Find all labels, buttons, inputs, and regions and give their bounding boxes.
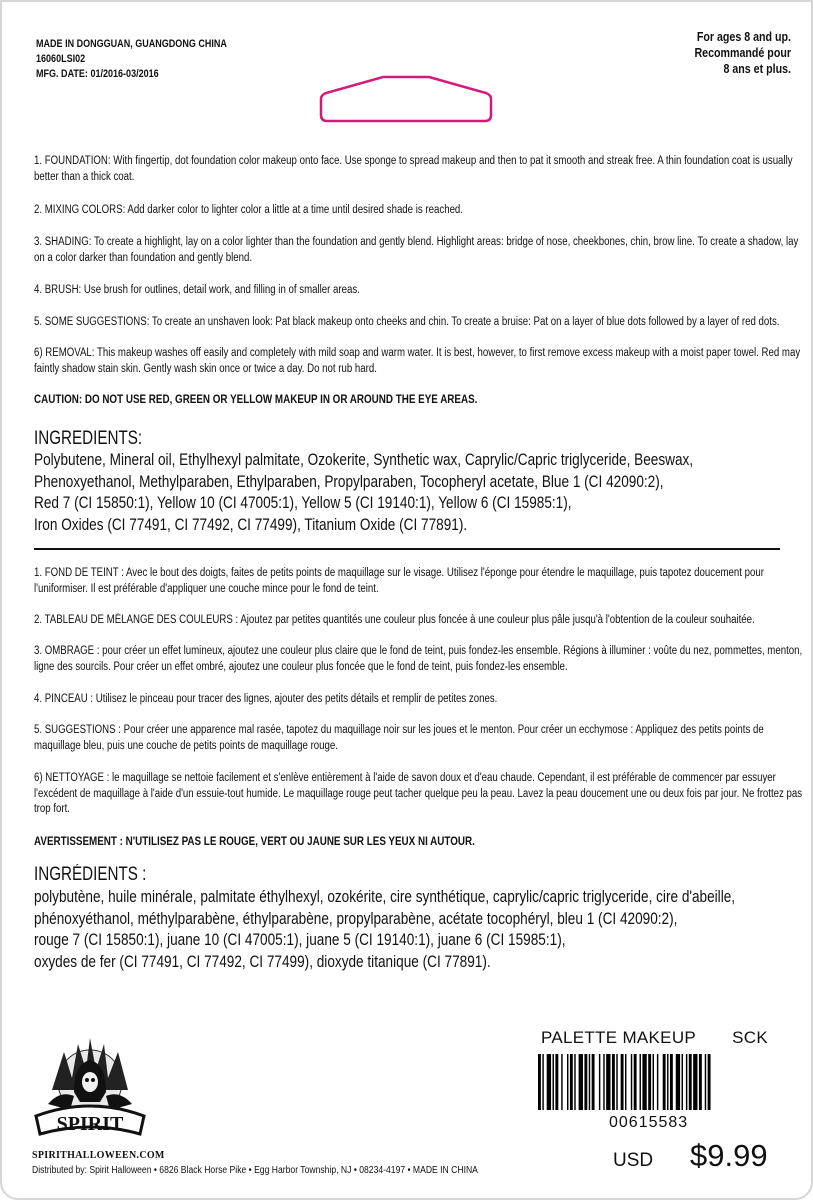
barcode-bar xyxy=(574,1054,575,1110)
price: $9.99 xyxy=(690,1138,768,1173)
suggestions-instruction: 5. SOME SUGGESTIONS: To create an unshaven look: Pat black makeup onto cheeks and chin. To create a bruise: Pat on a layer of blue dots followed by a layer of red dots. xyxy=(34,316,780,328)
ombrage-instruction: 3. OMBRAGE : pour créer un effet lumineux, ajoutez une couleur plus claire que le fond de teint, puis fondez-les ensemble. Régions à illuminer : voûte du nez, pommettes, menton, ligne des sourcils. Pour créer un effet ombré, ajoutez une couleur plus foncée que le fond de teint, puis fondez-les ensemble. xyxy=(34,645,803,673)
barcode-bar xyxy=(547,1054,551,1110)
barcode-bar xyxy=(708,1054,711,1110)
barcode-bar xyxy=(648,1054,651,1110)
foundation-instruction: 1. FOUNDATION: With fingertip, dot foundation color makeup onto face. Use sponge to spread makeup and then to pat it smooth and streak free. A thin foundation coat is usually better than a thick coat. xyxy=(34,155,793,183)
barcode-bar xyxy=(538,1054,541,1110)
barcode-bar xyxy=(606,1054,610,1110)
barcode-bar xyxy=(603,1054,604,1110)
barcode-bar xyxy=(612,1054,615,1110)
distributor-info: Distributed by: Spirit Halloween • 6826 Black Horse Pike • Egg Harbor Township, NJ • 08234-4197 • MADE IN CHINA xyxy=(32,1165,478,1176)
barcode-bar xyxy=(579,1054,583,1110)
currency-label: USD xyxy=(613,1150,654,1171)
removal-instruction: 6) REMOVAL: This makeup washes off easily and completely with mild soap and warm water. It is best, however, to first remove excess makeup with a moist paper towel. Red may faintly shadow stain skin. Gently wash skin once or twice a day. Do not rub hard. xyxy=(34,347,801,375)
age-line-fr-1: Recommandé pour xyxy=(694,45,791,60)
melange-instruction: 2. TABLEAU DE MÉLANGE DES COULEURS : Ajoutez par petites quantités une couleur plus foncée à une couleur plus pâle jusqu'à l'obtention de la couleur souhaitée. xyxy=(34,614,755,626)
age-line-en: For ages 8 and up. xyxy=(696,29,791,44)
barcode-bar xyxy=(676,1054,680,1110)
brush-instruction: 4. BRUSH: Use brush for outlines, detail work, and filling in of smaller areas. xyxy=(34,284,360,296)
avertissement-warning: AVERTISSEMENT : N'UTILISEZ PAS LE ROUGE, VERT OU JAUNE SUR LES YEUX NI AUTOUR. xyxy=(34,834,475,848)
hang-hole xyxy=(317,75,495,123)
ingredients-line: Phenoxyethanol, Methylparaben, Ethylparaben, Propylparaben, Tocopheryl acetate, Blue 1 (CI 42090:2), xyxy=(34,471,664,491)
barcode-bar xyxy=(592,1054,595,1110)
ingredients-line: Red 7 (CI 15850:1), Yellow 10 (CI 47005:1), Yellow 5 (CI 19140:1), Yellow 6 (CI 15985:1), xyxy=(34,493,572,512)
ingredients-line: Polybutene, Mineral oil, Ethylhexyl palmitate, Ozokerite, Synthetic wax, Caprylic/Capric triglyceride, Beeswax, xyxy=(34,450,694,469)
website-url: SPIRITHALLOWEEN.COM xyxy=(32,1150,165,1161)
barcode-bar xyxy=(631,1054,632,1110)
barcode-bar xyxy=(616,1054,617,1110)
ingredients-fr-line: polybutène, huile minérale, palmitate éthylhexyl, ozokérite, cire synthétique, caprylic/capric triglyceride, cire d'abeille, xyxy=(34,887,736,906)
barcode-bar xyxy=(663,1054,666,1110)
barcode-bar xyxy=(570,1054,573,1110)
spirit-logo xyxy=(30,1030,150,1150)
barcode-bar xyxy=(599,1054,600,1110)
suggestions-fr-instruction: 5. SUGGESTIONS : Pour créer une apparence mal rasée, tapotez du maquillage noir sur les joues et le menton. Pour créer un ecchymose : Appliquez des petits points de maquillage bleu, puis une couche de petits points de maquillage rouge. xyxy=(34,724,764,752)
mfg-code: 16060LSI02 xyxy=(36,53,86,65)
caution-warning: CAUTION: DO NOT USE RED, GREEN OR YELLOW MAKEUP IN OR AROUND THE EYE AREAS. xyxy=(34,392,478,406)
ingredients-list xyxy=(34,449,813,535)
barcode-bar xyxy=(642,1054,646,1110)
mfg-date: MFG. DATE: 01/2016-03/2016 xyxy=(36,68,159,80)
barcode-bar xyxy=(689,1054,692,1110)
barcode-bar xyxy=(567,1054,568,1110)
barcode-bar xyxy=(653,1054,654,1110)
product-label xyxy=(541,1028,768,1048)
ingredients-fr-line: phénoxyéthanol, méthylparabène, éthylparabène, propylparabène, acétate tocophéryl, bleu 1 (CI 42090:2), xyxy=(34,908,678,928)
barcode-bar xyxy=(670,1054,673,1110)
upc-number: 00615583 xyxy=(609,1114,689,1131)
barcode-bar xyxy=(705,1054,706,1110)
barcode-bar xyxy=(555,1054,558,1110)
barcode-bar xyxy=(584,1054,587,1110)
manufacturing-info xyxy=(36,37,269,82)
barcode-bar xyxy=(634,1054,637,1110)
barcode-bar xyxy=(553,1054,554,1110)
section-divider xyxy=(34,548,780,550)
product-name: PALETTE MAKEUP xyxy=(541,1028,697,1047)
age-warning xyxy=(631,29,791,77)
shading-instruction: 3. SHADING: To create a highlight, lay on a color lighter than the foundation and gently blend. Highlight areas: bridge of nose, cheekbones, chin, brow line. To create a shadow, lay on a color darker than foundation and gently blend. xyxy=(34,236,799,264)
barcode-bar xyxy=(682,1054,683,1110)
ingredients-title: INGREDIENTS: xyxy=(34,428,143,449)
mixing-instruction: 2. MIXING COLORS: Add darker color to lighter color a little at a time until desired shade is reached. xyxy=(34,204,464,216)
ingredients-fr-list xyxy=(34,886,813,972)
ingredients-fr-title: INGRÉDIENTS : xyxy=(34,864,147,885)
barcode-bar xyxy=(667,1054,668,1110)
fond-de-teint-instruction: 1. FOND DE TEINT : Avec le bout des doigts, faites de petits points de maquillage sur le visage. Utilisez l'éponge pour étendre le maquillage, puis tapotez doucement pour l'uniformiser. Il est préférable d'appliquer une couche mince pour le fond de teint. xyxy=(34,567,764,595)
barcode-bar xyxy=(589,1054,590,1110)
ingredients-line: Iron Oxides (CI 77491, CI 77492, CI 77499), Titanium Oxide (CI 77891). xyxy=(34,514,468,534)
barcode xyxy=(538,1054,770,1110)
logo-wordmark: SPIRIT xyxy=(56,1113,124,1135)
mfg-origin: MADE IN DONGGUAN, GUANGDONG CHINA xyxy=(36,38,227,50)
nettoyage-instruction: 6) NETTOYAGE : le maquillage se nettoie facilement et s'enlève entièrement à l'aide de savon doux et d'eau chaude. Cependant, il est préférable de commencer par essuyer l'excédent de maquillage à l'aide d'un essuie-tout humide. Le maquillage rouge peut tacher quelque peu la peau. Lavez la peau doucement une ou deux fois par jour. Ne frottez pas trop fort. xyxy=(34,772,803,815)
barcode-bar xyxy=(657,1054,658,1110)
pinceau-instruction: 4. PINCEAU : Utilisez le pinceau pour tracer des lignes, ajouter des petits détails et remplir de petites zones. xyxy=(34,693,498,705)
barcode-bar xyxy=(621,1054,624,1110)
barcode-bar xyxy=(542,1054,543,1110)
barcode-bar xyxy=(640,1054,641,1110)
barcode-bar xyxy=(625,1054,626,1110)
barcode-bar xyxy=(699,1054,702,1110)
barcode-bar xyxy=(686,1054,687,1110)
age-line-fr-2: 8 ans et plus. xyxy=(723,61,791,76)
ingredients-fr-line: oxydes de fer (CI 77491, CI 77492, CI 77499), dioxyde titanique (CI 77891). xyxy=(34,951,491,971)
sck-code: SCK xyxy=(732,1028,768,1047)
barcode-bar xyxy=(561,1054,562,1110)
ingredients-fr-line: rouge 7 (CI 15850:1), juane 10 (CI 47005:1), juane 5 (CI 19140:1), juane 6 (CI 15985:1), xyxy=(34,930,566,949)
barcode-bar xyxy=(693,1054,697,1110)
